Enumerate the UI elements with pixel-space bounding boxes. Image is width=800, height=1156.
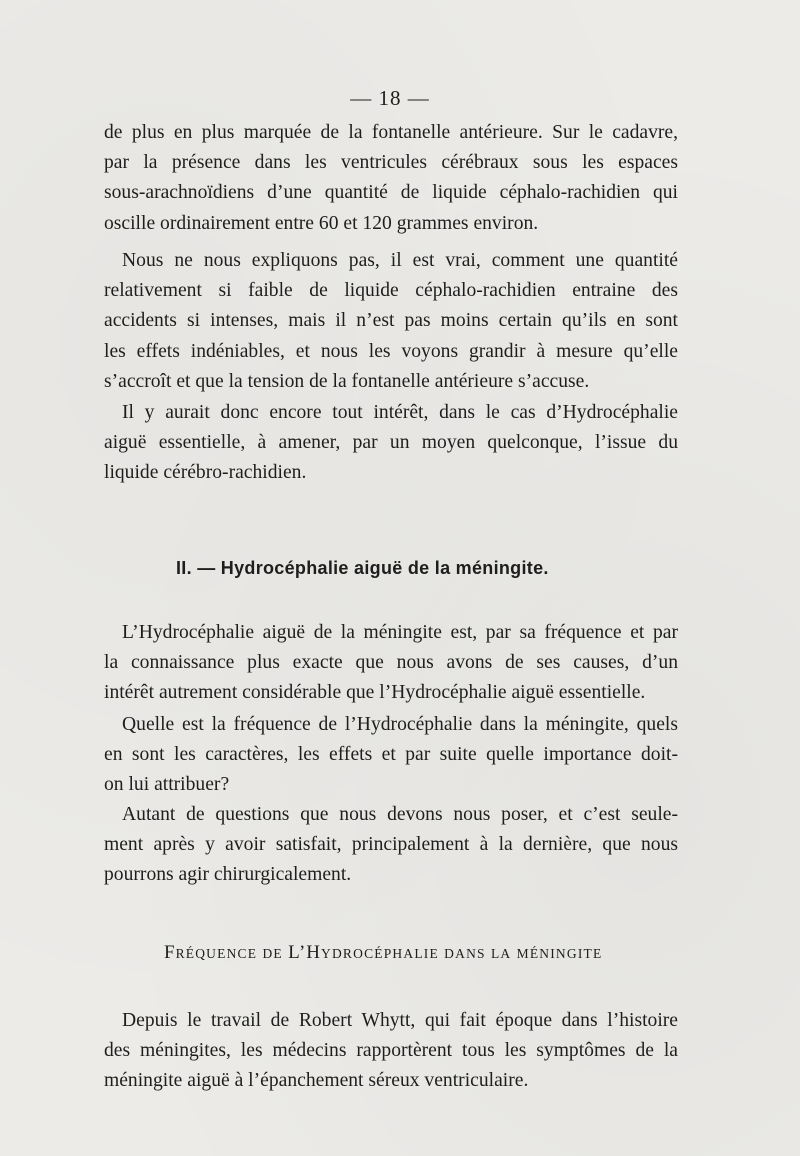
text-line: les effets indéniables, et nous les voyons grandir à mesure qu’elle [104, 340, 678, 362]
page-number: — 18 — [350, 86, 430, 110]
paragraph [104, 800, 678, 891]
text-line: L’Hydrocéphalie aiguë de la méningite est, par sa fréquence et par [122, 622, 678, 643]
text-line: oscille ordinairement entre 60 et 120 grammes environ. [104, 212, 539, 234]
heading-word: LA [490, 946, 512, 961]
heading-initial: F [164, 942, 176, 963]
text-line: pourrons agir chirurgicalement. [104, 864, 352, 886]
text-line: liquide cérébro-rachidien. [104, 462, 307, 484]
paragraph [104, 618, 678, 709]
text-line: s’accroît et que la tension de la fontanelle antérieure s’accuse. [104, 370, 590, 392]
text-line: des méningites, les médecins rapportèrent tous les symptômes de la [104, 1040, 678, 1062]
text-line: on lui attribuer? [104, 774, 230, 796]
text-line: intérêt autrement considérable que l’Hydrocéphalie aiguë essentielle. [104, 682, 646, 704]
heading-word: MÉNINGITE [516, 946, 603, 961]
heading-initial: L’H [288, 942, 322, 963]
heading-word: RÉQUENCE [175, 946, 258, 961]
heading-word: YDROCÉPHALIE [321, 946, 439, 961]
text-line: par la présence dans les ventricules cérébraux sous les espaces [104, 152, 678, 174]
text-line: accidents si intenses, mais il n’est pas moins certain qu’ils en sont [104, 310, 678, 332]
paragraph [104, 118, 678, 239]
text-line: de plus en plus marquée de la fontanelle antérieure. Sur le cadavre, [104, 122, 678, 143]
text-line: méningite aiguë à l’épanchement séreux ventriculaire. [104, 1070, 529, 1092]
text-line: la connaissance plus exacte que nous avons de ses causes, d’un [104, 652, 678, 674]
heading-word: DE [262, 946, 283, 961]
text-line: Nous ne nous expliquons pas, il est vrai, comment une quantité [122, 250, 678, 271]
paragraph [104, 246, 678, 397]
section-heading: II. — Hydrocéphalie aiguë de la méningite. [176, 558, 549, 578]
subsection-heading [164, 942, 624, 964]
text-line: en sont les caractères, les effets et par suite quelle importance doit- [104, 744, 678, 766]
text-line: Quelle est la fréquence de l’Hydrocéphalie dans la méningite, quels [122, 714, 678, 735]
text-line: Autant de questions que nous devons nous poser, et c’est seule- [122, 804, 678, 825]
text-line: ment après y avoir satisfait, principalement à la dernière, que nous [104, 834, 678, 856]
text-line: relativement si faible de liquide céphalo-rachidien entraine des [104, 280, 678, 302]
text-line: aiguë essentielle, à amener, par un moyen quelconque, l’issue du [104, 432, 678, 454]
text-line: sous-arachnoïdiens d’une quantité de liquide céphalo-rachidien qui [104, 182, 678, 204]
heading-word: DANS [444, 946, 486, 961]
text-line: Depuis le travail de Robert Whytt, qui fait époque dans l’histoire [122, 1010, 678, 1031]
paragraph [104, 398, 678, 489]
paragraph [104, 1006, 678, 1097]
text-line: Il y aurait donc encore tout intérêt, dans le cas d’Hydrocéphalie [122, 402, 678, 423]
paragraph [104, 710, 678, 801]
